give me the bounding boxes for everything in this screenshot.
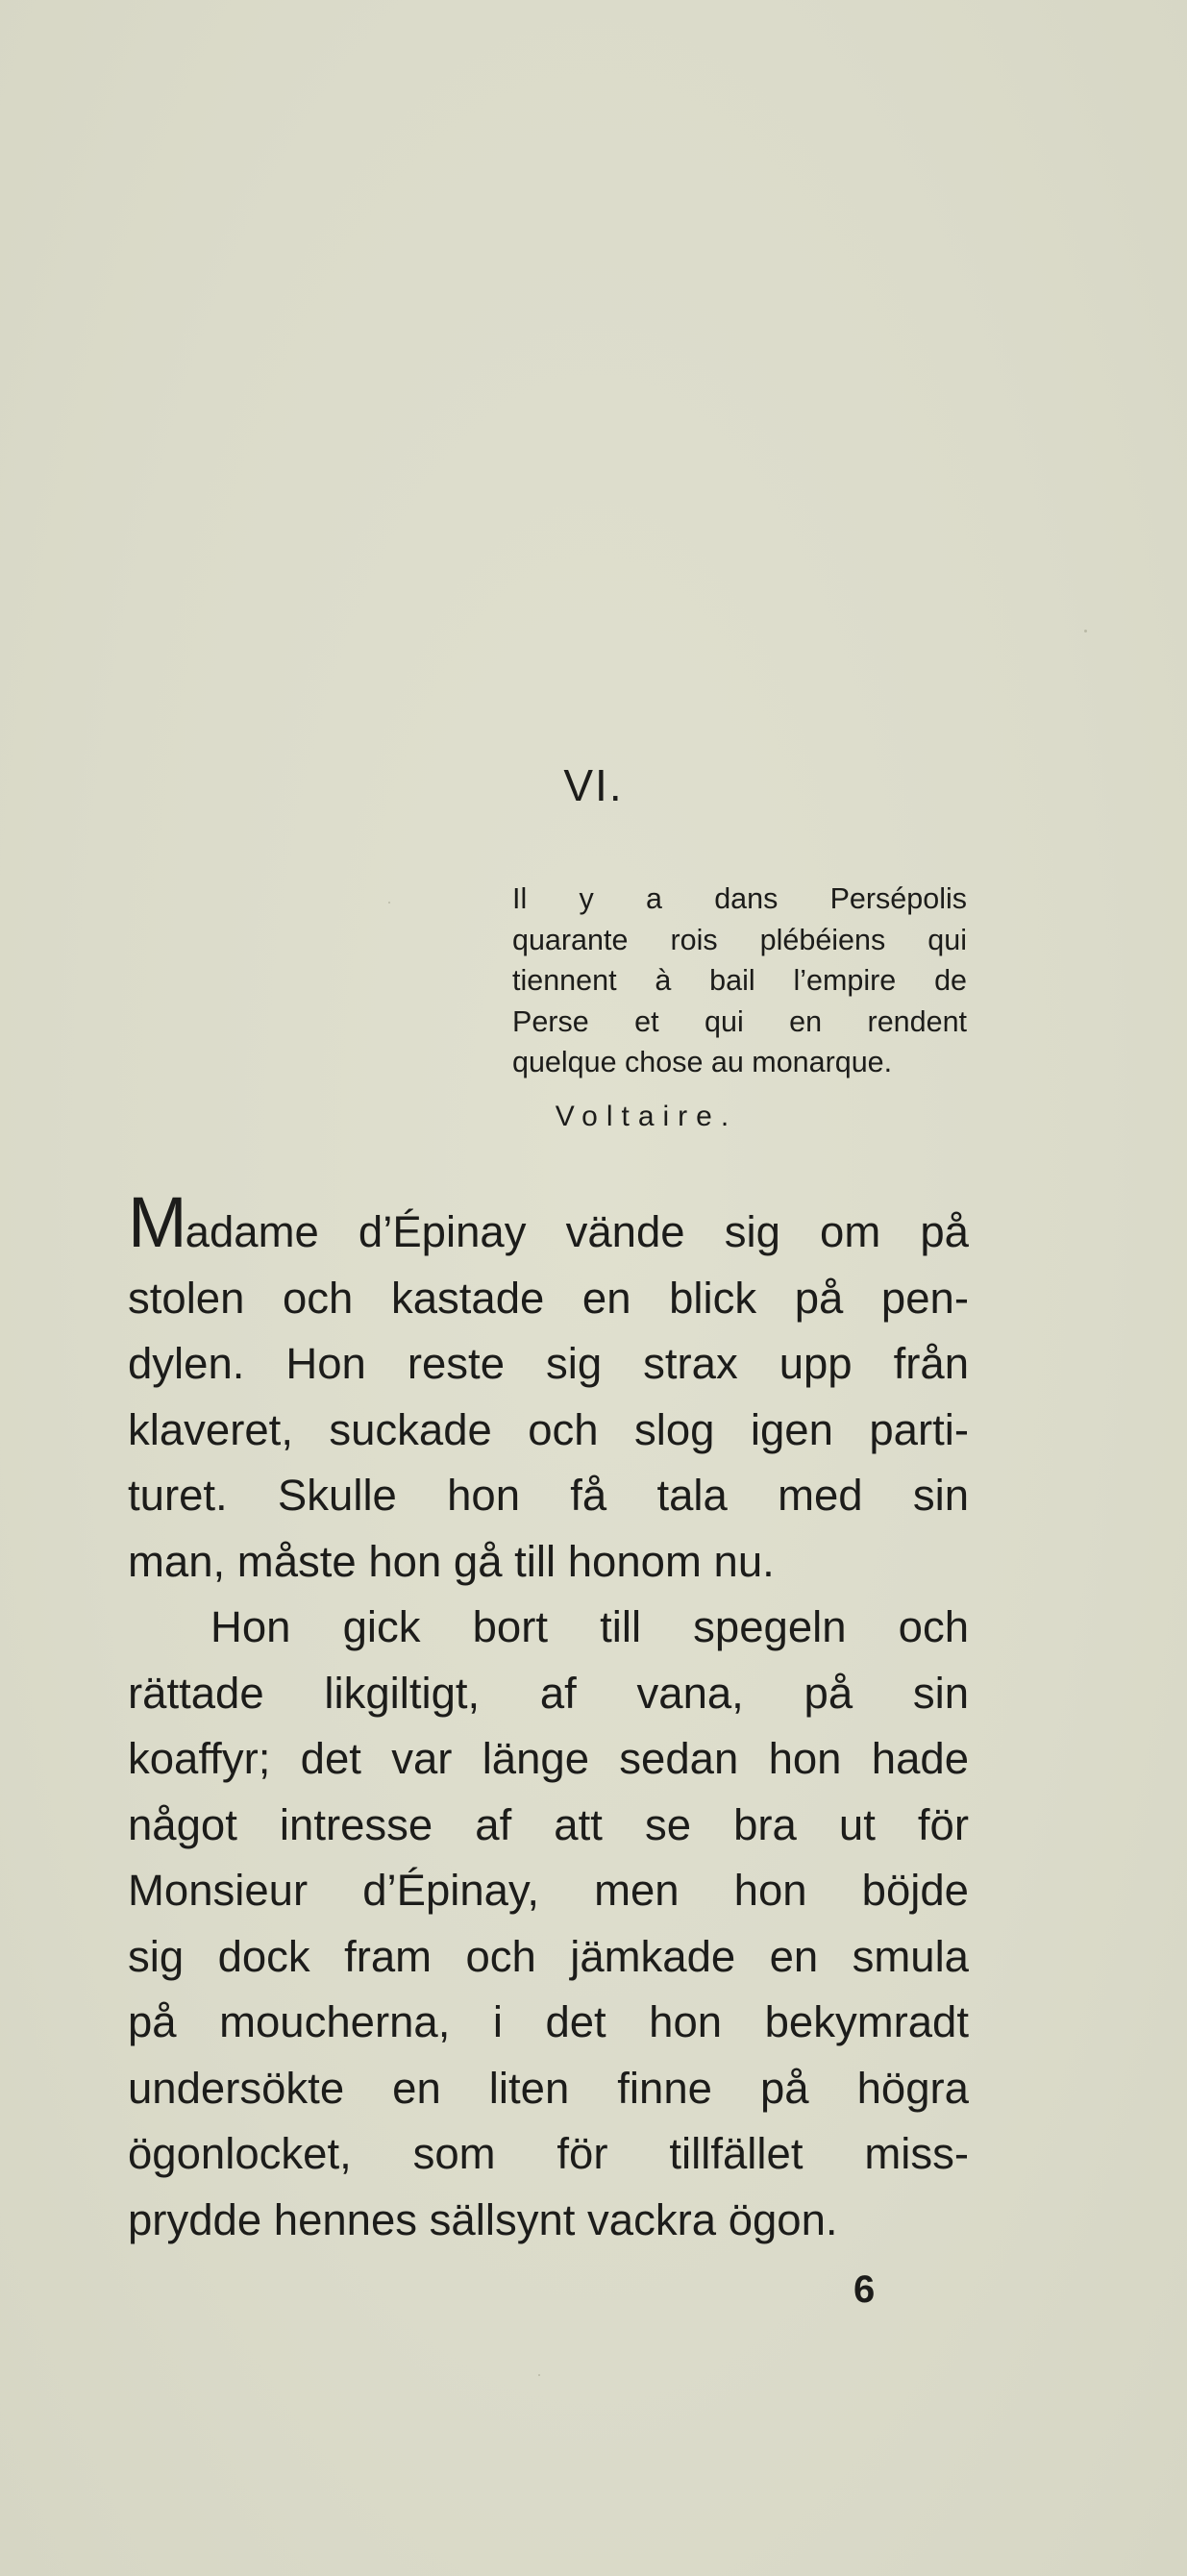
- body-line: ögonlocket, som för tillfället miss-: [128, 2129, 969, 2178]
- body-paragraphs: [128, 1182, 969, 2253]
- body-line: sig dock fram och jämkade en smula: [128, 1931, 969, 1981]
- body-line-text: adame d’Épinay vände sig om på: [185, 1207, 969, 1256]
- chapter-heading: VI.: [563, 760, 624, 810]
- body-line: på moucherna, i det hon bekymradt: [128, 1997, 969, 2046]
- epigraph-line: Perse et qui en rendent: [512, 1004, 967, 1038]
- body-line: Monsieur d’Épinay, men hon böjde: [128, 1866, 969, 1915]
- paper-speck: [538, 2374, 540, 2376]
- body-line: man, måste hon gå till honom nu.: [128, 1536, 775, 1586]
- body-line: stolen och kastade en blick på pen-: [128, 1273, 969, 1323]
- page-number: 6: [853, 2268, 876, 2311]
- body-line: turet. Skulle hon få tala med sin: [128, 1471, 969, 1520]
- body-line: rättade likgiltigt, af vana, på sin: [128, 1668, 969, 1718]
- body-line: klaveret, suckade och slog igen parti-: [128, 1404, 969, 1454]
- epigraph-quote: [512, 879, 967, 1083]
- epigraph-attribution: Voltaire.: [555, 1101, 738, 1132]
- drop-cap: M: [128, 1182, 185, 1262]
- epigraph-line: Il y a dans Persépolis: [512, 882, 967, 915]
- body-line: koaffyr; det var länge sedan hon hade: [128, 1734, 969, 1783]
- epigraph-line: quarante rois plébéiens qui: [512, 923, 967, 956]
- body-line: Hon gick bort till spegeln och: [210, 1602, 969, 1651]
- epigraph-line: tiennent à bail l’empire de: [512, 964, 967, 997]
- body-line: prydde hennes sällsynt vackra ögon.: [128, 2194, 838, 2244]
- body-line: något intresse af att se bra ut för: [128, 1799, 969, 1849]
- paper-speck: [388, 902, 390, 904]
- body-line: undersökte en liten finne på högra: [128, 2063, 969, 2113]
- body-line: [128, 1182, 969, 1266]
- paper-speck: [1084, 630, 1087, 632]
- epigraph-line: quelque chose au monarque.: [512, 1046, 893, 1078]
- body-line: dylen. Hon reste sig strax upp från: [128, 1339, 969, 1388]
